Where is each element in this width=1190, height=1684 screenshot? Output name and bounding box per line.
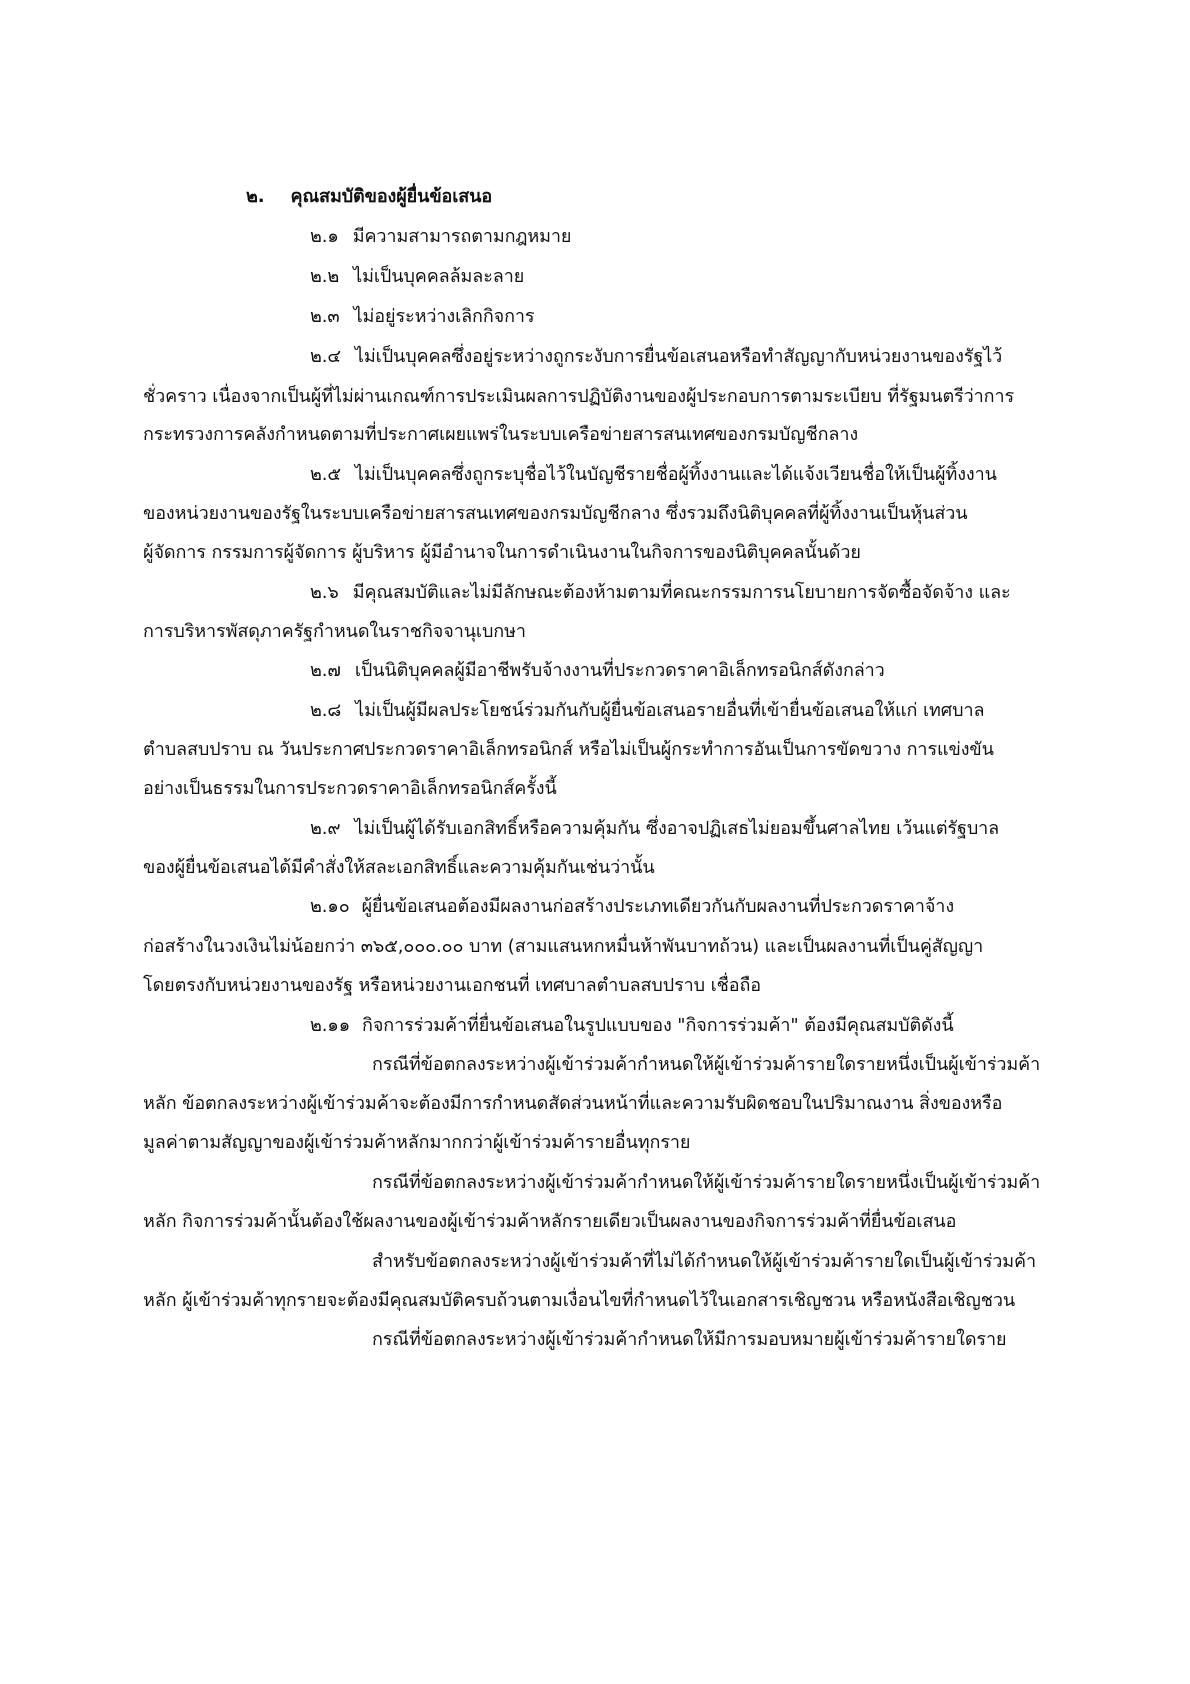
item-2-10-line2: ก่อสร้างในวงเงินไม่น้อยกว่า ๓๖๕,๐๐๐.๐๐ บาท (สามแสนหกหมื่นห้าพันบาทถ้วน) และเป็นผลงานที่เป็นคู่สัญญา <box>143 936 984 957</box>
item-2-6-line2: การบริหารพัสดุภาครัฐกำหนดในราชกิจจานุเบกษา <box>143 621 526 642</box>
item-2-11-p2-line2: หลัก กิจการร่วมค้านั้นต้องใช้ผลงานของผู้เข้าร่วมค้าหลักรายเดียวเป็นผลงานของกิจการร่วมค้าที่ยื่นข้อเสนอ <box>143 1211 957 1232</box>
item-2-11-p3-line1: สำหรับข้อตกลงระหว่างผู้เข้าร่วมค้าที่ไม่ได้กำหนดให้ผู้เข้าร่วมค้ารายใดเป็นผู้เข้าร่วมค้า <box>372 1251 1037 1272</box>
section-number: ๒. <box>246 186 265 207</box>
item-2-5-line2: ของหน่วยงานของรัฐในระบบเครือข่ายสารสนเทศของกรมบัญชีกลาง ซึ่งรวมถึงนิติบุคคลที่ผู้ทิ้งงานเป็นหุ้นส่วน <box>143 503 968 524</box>
item-2-8-line3: อย่างเป็นธรรมในการประกวดราคาอิเล็กทรอนิกส์ครั้งนี้ <box>143 778 557 799</box>
item-2-11-p1-line1: กรณีที่ข้อตกลงระหว่างผู้เข้าร่วมค้ากำหนดให้ผู้เข้าร่วมค้ารายใดรายหนึ่งเป็นผู้เข้าร่วมค้า <box>372 1054 1041 1075</box>
item-2-8-line2: ตำบลสบปราบ ณ วันประกาศประกวดราคาอิเล็กทรอนิกส์ หรือไม่เป็นผู้กระทำการอันเป็นการขัดขวาง การแข่งขัน <box>143 739 994 760</box>
item-2-11-p2-line1: กรณีที่ข้อตกลงระหว่างผู้เข้าร่วมค้ากำหนดให้ผู้เข้าร่วมค้ารายใดรายหนึ่งเป็นผู้เข้าร่วมค้า <box>372 1172 1041 1193</box>
item-2-7: ๒.๗ เป็นนิติบุคคลผู้มีอาชีพรับจ้างงานที่ประกวดราคาอิเล็กทรอนิกส์ดังกล่าว <box>310 660 885 681</box>
item-2-9-line2: ของผู้ยื่นข้อเสนอได้มีคำสั่งให้สละเอกสิทธิ์และความคุ้มกันเช่นว่านั้น <box>143 857 655 878</box>
item-2-11-p3-line2: หลัก ผู้เข้าร่วมค้าทุกรายจะต้องมีคุณสมบัติครบถ้วนตามเงื่อนไขที่กำหนดไว้ในเอกสารเชิญชวน หรือหนังสือเชิญชวน <box>143 1290 1016 1311</box>
section-heading <box>246 183 492 211</box>
section-title: คุณสมบัติของผู้ยื่นข้อเสนอ <box>290 186 493 207</box>
item-2-10-line1: ๒.๑๐ ผู้ยื่นข้อเสนอต้องมีผลงานก่อสร้างประเภทเดียวกันกับผลงานที่ประกวดราคาจ้าง <box>310 896 955 917</box>
item-2-5-line3: ผู้จัดการ กรรมการผู้จัดการ ผู้บริหาร ผู้มีอำนาจในการดำเนินงานในกิจการของนิติบุคคลนั้นด้วย <box>143 542 861 563</box>
item-2-11-p1-line2: หลัก ข้อตกลงระหว่างผู้เข้าร่วมค้าจะต้องมีการกำหนดสัดส่วนหน้าที่และความรับผิดชอบในปริมาณงาน สิ่งของหรือ <box>143 1093 1003 1114</box>
item-2-4-line1: ๒.๔ ไม่เป็นบุคคลซึ่งอยู่ระหว่างถูกระงับการยื่นข้อเสนอหรือทำสัญญากับหน่วยงานของรัฐไว้ <box>310 346 1003 367</box>
item-2-5-line1: ๒.๕ ไม่เป็นบุคคลซึ่งถูกระบุชื่อไว้ในบัญชีรายชื่อผู้ทิ้งงานและได้แจ้งเวียนชื่อให้เป็นผู้ทิ้งงาน <box>310 464 997 485</box>
item-2-6-line1: ๒.๖ มีคุณสมบัติและไม่มีลักษณะต้องห้ามตามที่คณะกรรมการนโยบายการจัดซื้อจัดจ้าง และ <box>310 582 1011 603</box>
item-2-11-line1: ๒.๑๑ กิจการร่วมค้าที่ยื่นข้อเสนอในรูปแบบของ "กิจการร่วมค้า" ต้องมีคุณสมบัติดังนี้ <box>310 1015 954 1036</box>
item-2-11-p4-line1: กรณีที่ข้อตกลงระหว่างผู้เข้าร่วมค้ากำหนดให้มีการมอบหมายผู้เข้าร่วมค้ารายใดราย <box>372 1329 1007 1350</box>
item-2-11-p1-line3: มูลค่าตามสัญญาของผู้เข้าร่วมค้าหลักมากกว่าผู้เข้าร่วมค้ารายอื่นทุกราย <box>143 1132 691 1153</box>
item-2-2: ๒.๒ ไม่เป็นบุคคลล้มละลาย <box>310 266 525 287</box>
item-2-4-line3: กระทรวงการคลังกำหนดตามที่ประกาศเผยแพร่ในระบบเครือข่ายสารสนเทศของกรมบัญชีกลาง <box>143 424 859 445</box>
item-2-9-line1: ๒.๙ ไม่เป็นผู้ได้รับเอกสิทธิ์หรือความคุ้มกัน ซึ่งอาจปฏิเสธไม่ยอมขึ้นศาลไทย เว้นแต่รัฐบาล <box>310 818 1000 839</box>
item-2-10-line3: โดยตรงกับหน่วยงานของรัฐ หรือหน่วยงานเอกชนที่ เทศบาลตำบลสบปราบ เชื่อถือ <box>143 975 761 996</box>
item-2-8-line1: ๒.๘ ไม่เป็นผู้มีผลประโยชน์ร่วมกันกับผู้ยื่นข้อเสนอรายอื่นที่เข้ายื่นข้อเสนอให้แก่ เทศบาล <box>310 700 985 721</box>
item-2-4-line2: ชั่วคราว เนื่องจากเป็นผู้ที่ไม่ผ่านเกณฑ์การประเมินผลการปฏิบัติงานของผู้ประกอบการตามระเบียบ ที่รัฐมนตรีว่าการ <box>143 386 1015 407</box>
item-2-1: ๒.๑ มีความสามารถตามกฎหมาย <box>310 226 572 247</box>
item-2-3: ๒.๓ ไม่อยู่ระหว่างเลิกกิจการ <box>310 306 535 327</box>
